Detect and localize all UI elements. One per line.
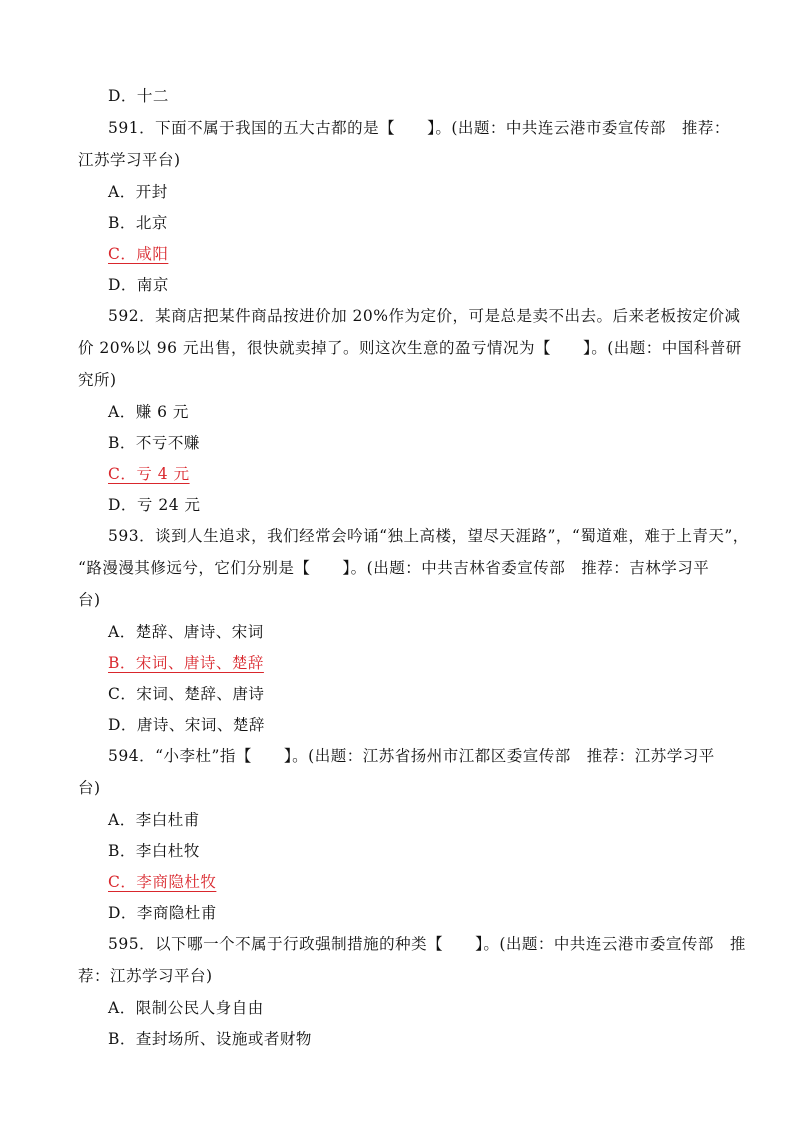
- q592-option-b: B．不亏不赚: [108, 434, 200, 452]
- question-592-cont2: 究所): [78, 371, 117, 389]
- question-592-cont1: 价 20%以 96 元出售，很快就卖掉了。则这次生意的盈亏情况为【 】。(出题：中国科普研: [78, 339, 742, 357]
- q594-option-b: B．李白杜牧: [108, 842, 200, 860]
- question-593-cont1: “路漫漫其修远兮，它们分别是【 】。(出题：中共吉林省委宣传部 推荐：吉林学习平: [78, 559, 710, 577]
- question-592: 592．某商店把某件商品按进价加 20%作为定价，可是总是卖不出去。后来老板按定价减: [108, 307, 741, 325]
- q592-option-c-answer: C．亏 4 元: [108, 465, 190, 483]
- q593-option-c: C．宋词、楚辞、唐诗: [108, 685, 265, 703]
- q595-option-a: A．限制公民人身自由: [108, 999, 264, 1017]
- question-594-cont: 台): [78, 779, 101, 797]
- q594-option-c-answer: C．李商隐杜牧: [108, 873, 217, 891]
- q592-option-d: D．亏 24 元: [108, 496, 201, 514]
- q594-option-d: D．李商隐杜甫: [108, 904, 217, 922]
- question-591-cont: 江苏学习平台): [78, 151, 181, 169]
- q591-option-a: A．开封: [108, 183, 168, 201]
- question-594: 594．“小李杜”指【 】。(出题：江苏省扬州市江都区委宣传部 推荐：江苏学习平: [108, 747, 715, 765]
- option-d-prev: D．十二: [108, 87, 169, 105]
- q591-option-d: D．南京: [108, 276, 169, 294]
- question-595-cont: 荐：江苏学习平台): [78, 967, 213, 985]
- q593-option-b-answer: B．宋词、唐诗、楚辞: [108, 654, 264, 672]
- q595-option-b: B．查封场所、设施或者财物: [108, 1030, 312, 1048]
- question-591: 591．下面不属于我国的五大古都的是【 】。(出题：中共连云港市委宣传部 推荐：: [108, 119, 730, 137]
- question-593: 593．谈到人生追求，我们经常会吟诵“独上高楼，望尽天涯路”，“蜀道难，难于上青天”，: [108, 527, 749, 545]
- question-593-cont2: 台): [78, 591, 101, 609]
- q594-option-a: A．李白杜甫: [108, 811, 200, 829]
- q591-option-c-answer: C．咸阳: [108, 245, 169, 263]
- q591-option-b: B．北京: [108, 214, 168, 232]
- q593-option-a: A．楚辞、唐诗、宋词: [108, 623, 264, 641]
- q592-option-a: A．赚 6 元: [108, 403, 189, 421]
- question-595: 595．以下哪一个不属于行政强制措施的种类【 】。(出题：中共连云港市委宣传部 推: [108, 935, 746, 953]
- q593-option-d: D．唐诗、宋词、楚辞: [108, 716, 265, 734]
